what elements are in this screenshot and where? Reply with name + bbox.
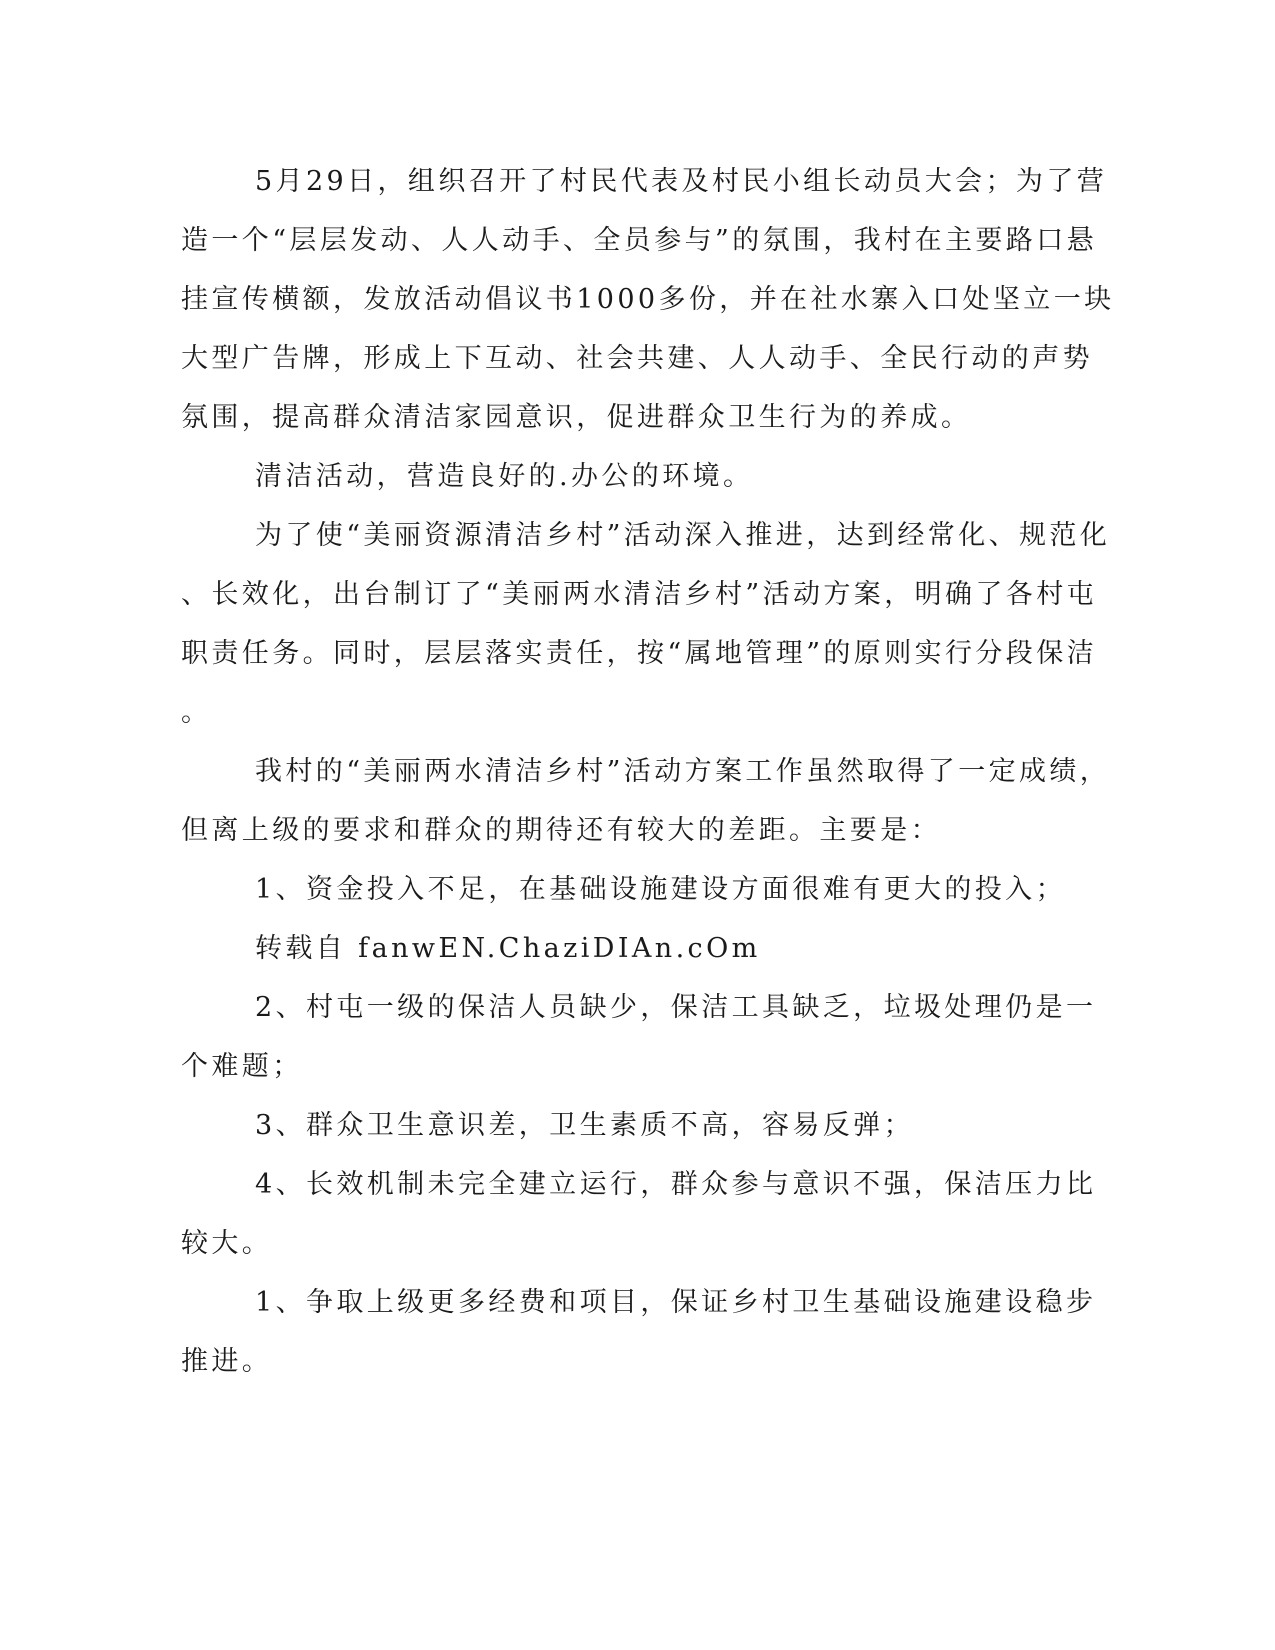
paragraph-line: 、长效化，出台制订了“美丽两水清洁乡村”活动方案，明确了各村屯 — [181, 579, 1098, 610]
list-item-line: 4、长效机制未完全建立运行，群众参与意识不强，保洁压力比 — [255, 1169, 1097, 1200]
list-item-line: 2、村屯一级的保洁人员缺少，保洁工具缺乏，垃圾处理仍是一 — [255, 992, 1097, 1023]
paragraph-line: 但离上级的要求和群众的期待还有较大的差距。主要是： — [181, 815, 941, 846]
paragraph-line: 清洁活动，营造良好的.办公的环境。 — [255, 461, 754, 492]
list-item-line: 较大。 — [181, 1228, 273, 1259]
paragraph-line: 造一个“层层发动、人人动手、全员参与”的氛围，我村在主要路口悬 — [181, 225, 1098, 256]
paragraph-line: 氛围，提高群众清洁家园意识，促进群众卫生行为的养成。 — [181, 402, 972, 433]
paragraph-line: 5月29日，组织召开了村民代表及村民小组长动员大会；为了营 — [255, 166, 1108, 197]
paragraph-line: 挂宣传横额，发放活动倡议书1000多份，并在社水寨入口处坚立一块 — [181, 284, 1115, 315]
list-item-line: 3、群众卫生意识差，卫生素质不高，容易反弹； — [255, 1110, 914, 1141]
list-item-line: 个难题； — [181, 1051, 303, 1082]
list-item-line: 1、资金投入不足，在基础设施建设方面很难有更大的投入； — [255, 874, 1066, 905]
paragraph-line: 我村的“美丽两水清洁乡村”活动方案工作虽然取得了一定成绩， — [255, 756, 1111, 787]
list-item-line: 推进。 — [181, 1346, 273, 1377]
list-item-line: 1、争取上级更多经费和项目，保证乡村卫生基础设施建设稳步 — [255, 1287, 1097, 1318]
paragraph-line: 大型广告牌，形成上下互动、社会共建、人人动手、全民行动的声势 — [181, 343, 1093, 374]
source-note-line: 转载自 fanwEN.ChaziDIAn.cOm — [255, 933, 761, 964]
paragraph-line: 职责任务。同时，层层落实责任，按“属地管理”的原则实行分段保洁 — [181, 638, 1098, 669]
paragraph-line: 为了使“美丽资源清洁乡村”活动深入推进，达到经常化、规范化 — [255, 520, 1111, 551]
paragraph-line: 。 — [181, 697, 212, 728]
